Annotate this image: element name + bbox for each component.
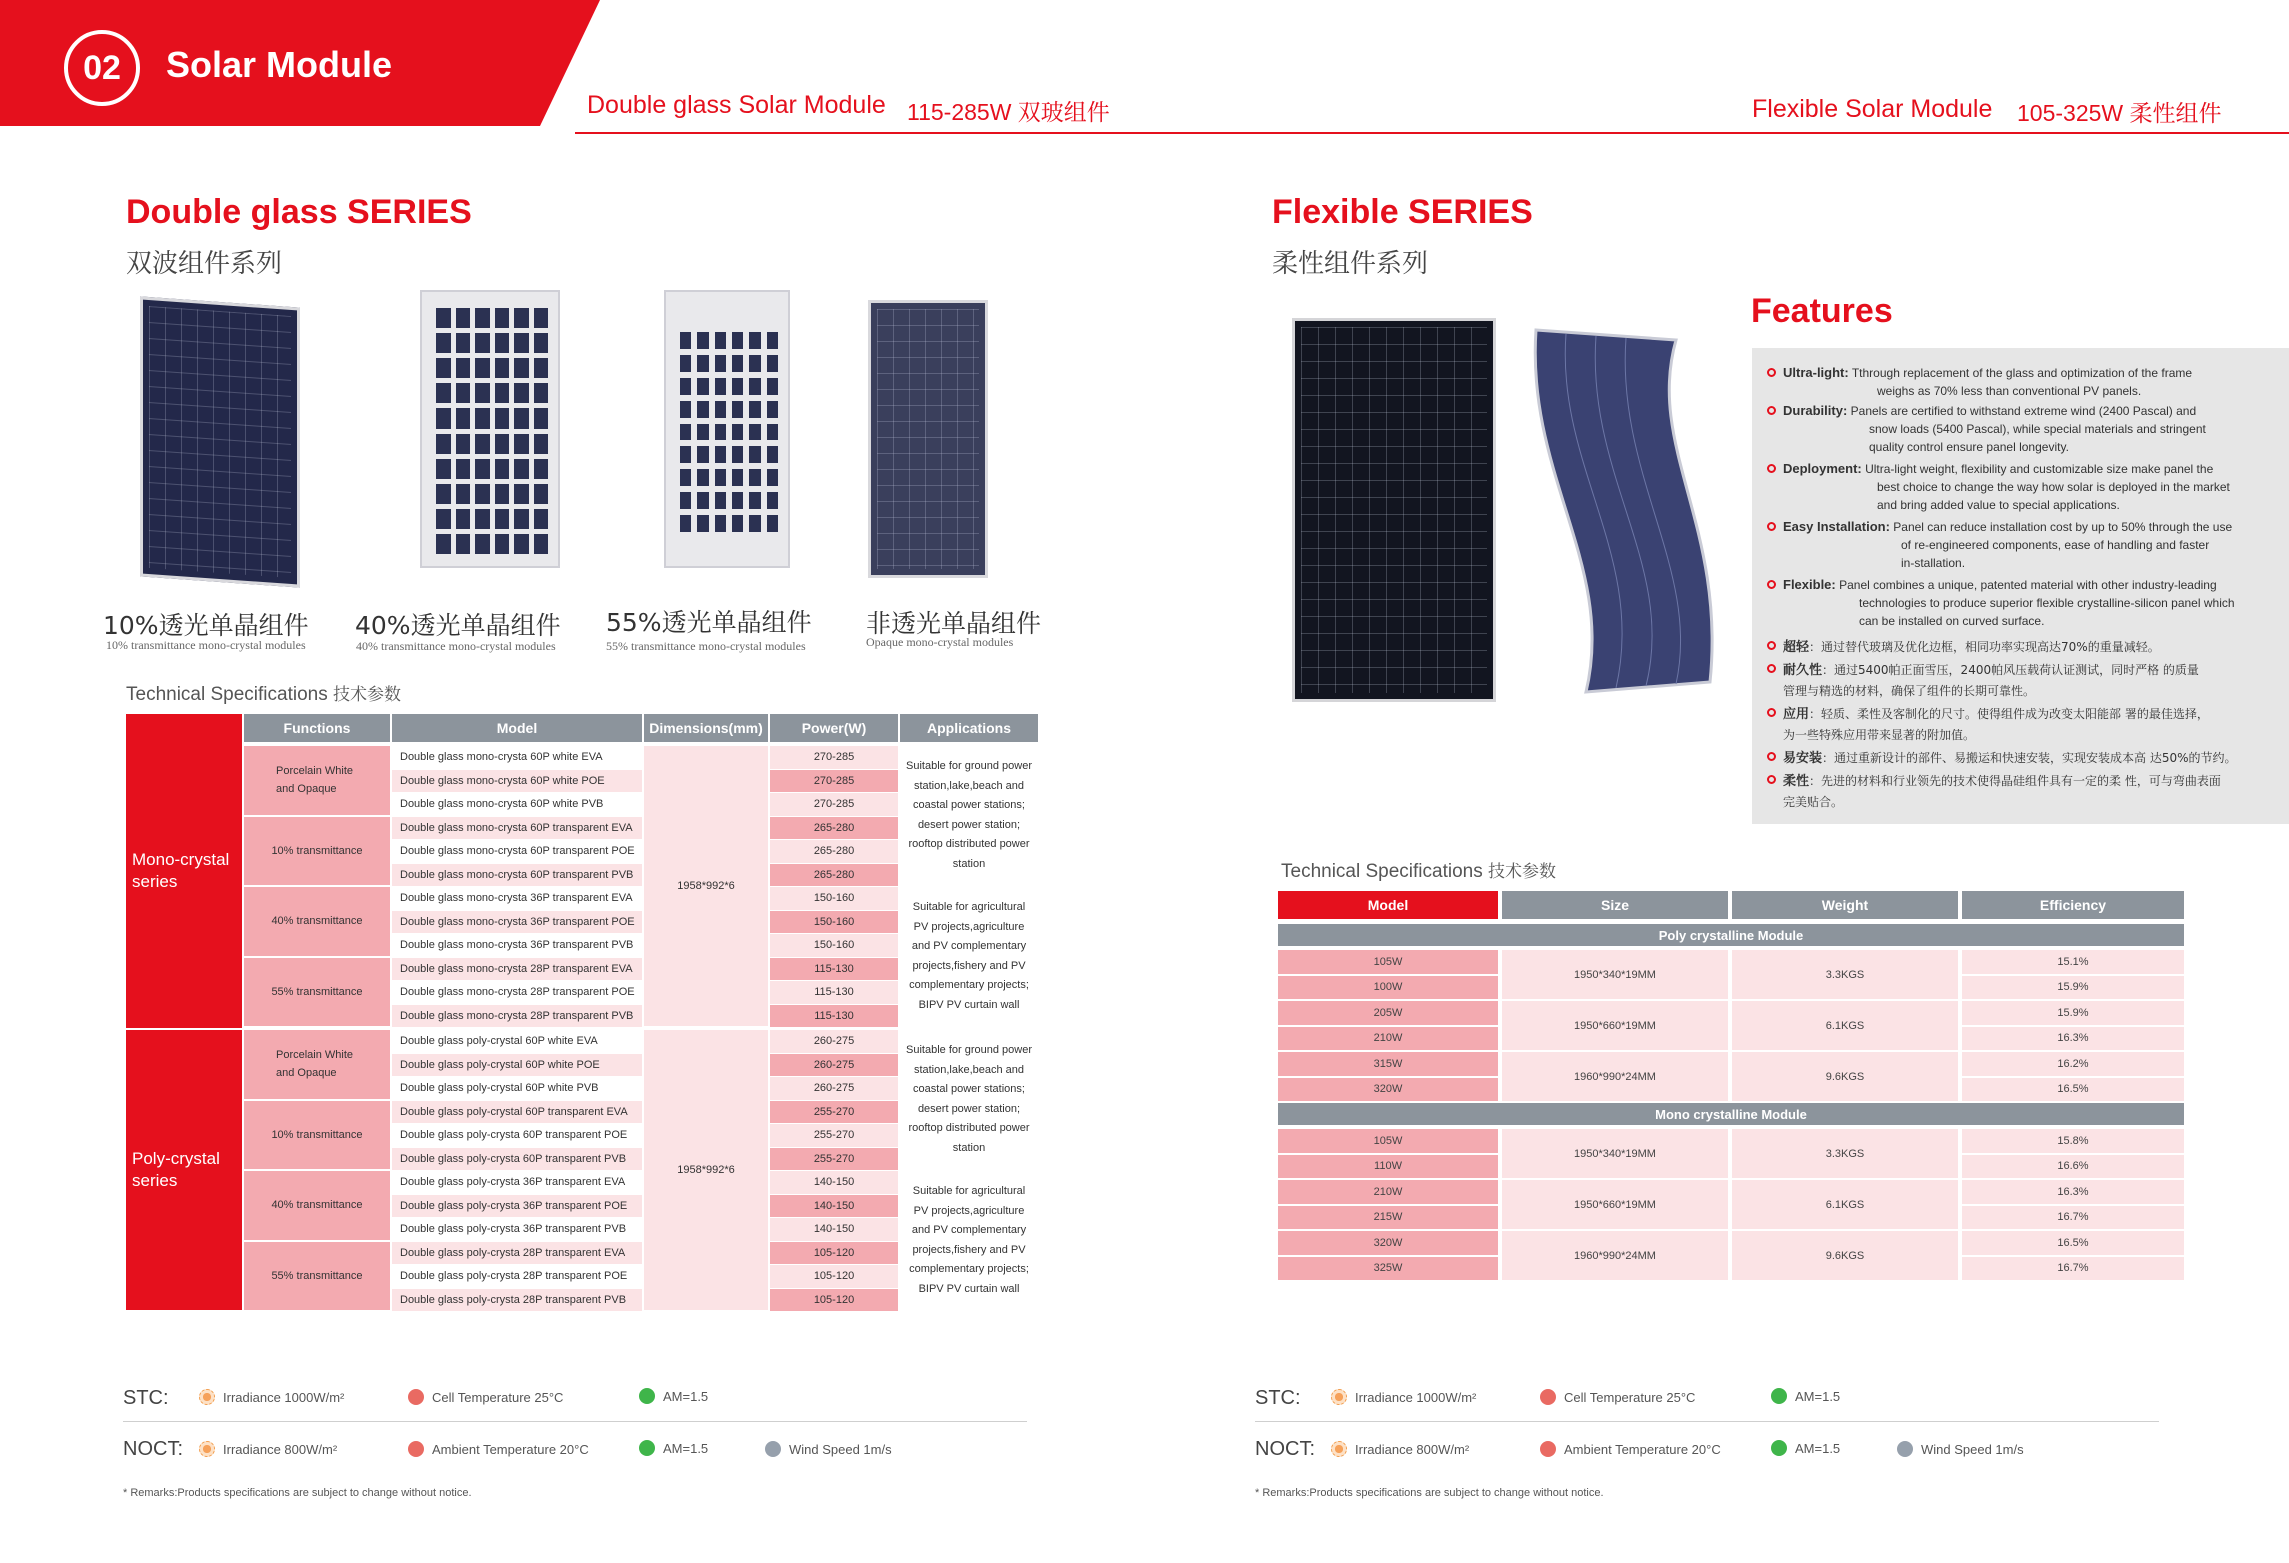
table-cell-power: 105-120 xyxy=(770,1289,898,1312)
thermometer-icon xyxy=(408,1389,424,1405)
mono-crystal-group-label: Mono-crystal series xyxy=(126,714,242,1028)
poly-crystal-group-label: Poly-crystal series xyxy=(126,1030,242,1310)
tech-spec-en: Technical Specifications xyxy=(126,684,328,705)
table-cell-model: Double glass poly-crystal 60P white POE xyxy=(392,1054,642,1077)
double-glass-series-cn: 双波组件系列 xyxy=(126,249,283,279)
table-cell-efficiency: 15.9% xyxy=(1962,976,2184,1000)
table-cell-model: Double glass poly-crysta 28P transparent POE xyxy=(392,1265,642,1288)
tech-spec-cn-right: 技术参数 xyxy=(1488,862,1556,882)
remarks-right: * Remarks:Products specifications are subject to change without notice. xyxy=(1255,1487,1604,1499)
noct-label-right: NOCT: xyxy=(1255,1438,1315,1460)
table-cell-function: 40% transmittance xyxy=(244,1171,390,1240)
feature-item-en: Ultra-light: Tthrough replacement of the glass and optimization of the frame weighs as 70% less than conventional PV panels. xyxy=(1767,364,2287,400)
col-header-functions: Functions xyxy=(244,714,390,742)
remarks-left: * Remarks:Products specifications are subject to change without notice. xyxy=(123,1487,472,1499)
table-cell-model: Double glass poly-crystal 60P transparent EVA xyxy=(392,1101,642,1124)
noct-label-left: NOCT: xyxy=(123,1438,183,1460)
feature-item-en: Durability: Panels are certified to withstand extreme wind (2400 Pascal) and snow loads (5400 Pascal), while special materials and stringent quality control ensure panel longevity. xyxy=(1767,402,2287,456)
table-cell-function: 10% transmittance xyxy=(244,1101,390,1170)
table-cell-efficiency: 16.2% xyxy=(1962,1052,2184,1076)
right-subtitle: Flexible Solar Module xyxy=(1752,95,1993,123)
stc-am-left: AM=1.5 xyxy=(639,1388,708,1404)
flexible-series-cn: 柔性组件系列 xyxy=(1272,249,1429,279)
table-cell-power: 105-120 xyxy=(770,1242,898,1265)
table-cell-model: Double glass mono-crysta 28P transparent PVB xyxy=(392,1005,642,1028)
table-cell-size: 1950*340*19MM xyxy=(1502,1129,1728,1178)
table-cell-model: 315W xyxy=(1278,1052,1498,1076)
table-cell-dimensions: 1958*992*6 xyxy=(644,1030,768,1310)
table-cell-efficiency: 16.7% xyxy=(1962,1257,2184,1281)
panel-image-40pct xyxy=(420,290,560,568)
caption-10pct-en: 10% transmittance mono-crystal modules xyxy=(106,638,306,652)
table-cell-model: 215W xyxy=(1278,1206,1498,1230)
caption-opaque-en: Opaque mono-crystal modules xyxy=(866,635,1014,649)
table-cell-power: 260-275 xyxy=(770,1077,898,1100)
table-cell-size: 1960*990*24MM xyxy=(1502,1052,1728,1101)
table-cell-power: 140-150 xyxy=(770,1218,898,1241)
stc-label-left: STC: xyxy=(123,1387,169,1409)
left-subtitle: Double glass Solar Module xyxy=(587,91,886,119)
table-cell-model: Double glass poly-crysta 28P transparent EVA xyxy=(392,1242,642,1265)
section-number-badge: 02 xyxy=(64,30,140,106)
noct-am-left: AM=1.5 xyxy=(639,1440,708,1456)
panel-image-10pct xyxy=(140,296,300,587)
right-tech-spec-title xyxy=(1281,857,1556,883)
table-cell-efficiency: 15.8% xyxy=(1962,1129,2184,1153)
stc-am-right: AM=1.5 xyxy=(1771,1388,1840,1404)
feature-item-cn: 超轻：通过替代玻璃及优化边框，相同功率实现高达70%的重量减轻。 xyxy=(1767,637,2287,658)
col-header-size: Size xyxy=(1502,891,1728,919)
right-header-rule xyxy=(1145,132,2289,134)
header-title: Solar Module xyxy=(166,44,393,85)
table-cell-function: 55% transmittance xyxy=(244,958,390,1027)
flexible-series-title: Flexible SERIES xyxy=(1272,193,1533,231)
table-cell-model: Double glass mono-crysta 36P transparent PVB xyxy=(392,934,642,957)
table-cell-model: Double glass mono-crysta 36P transparent EVA xyxy=(392,887,642,910)
cloud-icon xyxy=(639,1440,655,1456)
table-cell-size: 1950*660*19MM xyxy=(1502,1001,1728,1050)
table-cell-model: 320W xyxy=(1278,1231,1498,1255)
table-cell-applications: Suitable for ground power station,lake,beach and coastal power stations; desert power station; rooftop distributed power station xyxy=(900,1030,1038,1169)
table-cell-model: 210W xyxy=(1278,1180,1498,1204)
table-cell-efficiency: 16.7% xyxy=(1962,1206,2184,1230)
panel-image-opaque xyxy=(868,300,988,578)
table-cell-weight: 3.3KGS xyxy=(1732,950,1958,999)
noct-wind-right: Wind Speed 1m/s xyxy=(1897,1441,2024,1457)
table-cell-model: Double glass poly-crysta 60P transparent PVB xyxy=(392,1148,642,1171)
table-cell-model: Double glass poly-crysta 60P transparent POE xyxy=(392,1124,642,1147)
noct-temp-left: Ambient Temperature 20°C xyxy=(408,1441,589,1457)
col-header-dimensions: Dimensions(mm) xyxy=(644,714,768,742)
thermometer-icon xyxy=(408,1441,424,1457)
table-cell-model: Double glass poly-crysta 36P transparent POE xyxy=(392,1195,642,1218)
table-cell-model: 325W xyxy=(1278,1257,1498,1281)
table-cell-model: 105W xyxy=(1278,950,1498,974)
col-header-power: Power(W) xyxy=(770,714,898,742)
table-cell-model: 110W xyxy=(1278,1155,1498,1179)
bullet-icon xyxy=(1767,664,1776,673)
noct-temp-right: Ambient Temperature 20°C xyxy=(1540,1441,1721,1457)
stc-temp-right: Cell Temperature 25°C xyxy=(1540,1389,1695,1405)
table-cell-model: Double glass mono-crysta 28P transparent POE xyxy=(392,981,642,1004)
table-cell-function: 10% transmittance xyxy=(244,817,390,886)
table-cell-power: 255-270 xyxy=(770,1124,898,1147)
table-cell-model: Double glass poly-crysta 28P transparent PVB xyxy=(392,1289,642,1312)
table-cell-power: 115-130 xyxy=(770,958,898,981)
left-power-range: 115-285W 双玻组件 xyxy=(907,99,1110,125)
table-cell-power: 115-130 xyxy=(770,981,898,1004)
table-cell-power: 260-275 xyxy=(770,1054,898,1077)
feature-item-en: Easy Installation: Panel can reduce installation cost by up to 50% through the use of re-engineered components, ease of handling and faster in-stallation. xyxy=(1767,518,2287,572)
bullet-icon xyxy=(1767,406,1776,415)
col-header-model-right: Model xyxy=(1278,891,1498,919)
stc-divider-left xyxy=(123,1421,1027,1422)
table-cell-weight: 9.6KGS xyxy=(1732,1231,1958,1280)
left-tech-spec-title xyxy=(126,680,401,706)
table-cell-model: Double glass mono-crysta 36P transparent POE xyxy=(392,911,642,934)
table-cell-dimensions: 1958*992*6 xyxy=(644,746,768,1026)
left-header-rule xyxy=(575,132,1145,134)
stc-divider-right xyxy=(1255,1421,2159,1422)
section-header: Poly crystalline Module xyxy=(1278,924,2184,946)
thermometer-icon xyxy=(1540,1389,1556,1405)
bullet-icon xyxy=(1767,522,1776,531)
table-cell-power: 150-160 xyxy=(770,934,898,957)
feature-item-cn: 易安装：通过重新设计的部件、易搬运和快速安装，实现安装成本高 达50%的节约。 xyxy=(1767,748,2287,769)
table-cell-efficiency: 16.5% xyxy=(1962,1231,2184,1255)
stc-label-right: STC: xyxy=(1255,1387,1301,1409)
table-cell-power: 150-160 xyxy=(770,887,898,910)
table-cell-power: 260-275 xyxy=(770,1030,898,1053)
feature-item-cn: 耐久性：通过5400帕正面雪压，2400帕风压载荷认证测试，同时严格 的质量 管理与精选的材料，确保了组件的长期可靠性。 xyxy=(1767,660,2287,702)
caption-opaque-cn: 非透光单晶组件 xyxy=(866,609,1042,638)
table-cell-power: 265-280 xyxy=(770,864,898,887)
table-cell-model: Double glass mono-crysta 60P transparent POE xyxy=(392,840,642,863)
feature-item-cn: 柔性：先进的材料和行业领先的技术使得晶硅组件具有一定的柔 性，可与弯曲表面 完美贴合。 xyxy=(1767,771,2287,813)
stc-irradiance-left: Irradiance 1000W/m² xyxy=(199,1389,344,1405)
table-cell-efficiency: 16.5% xyxy=(1962,1078,2184,1102)
feature-item-cn: 应用：轻质、柔性及客制化的尺寸。使得组件成为改变太阳能部 署的最佳选择， 为一些特殊应用带来显著的附加值。 xyxy=(1767,704,2287,746)
cloud-icon xyxy=(639,1388,655,1404)
col-header-efficiency: Efficiency xyxy=(1962,891,2184,919)
sun-icon xyxy=(1331,1389,1347,1405)
table-cell-power: 255-270 xyxy=(770,1101,898,1124)
wind-icon xyxy=(765,1441,781,1457)
table-cell-model: 320W xyxy=(1278,1078,1498,1102)
cloud-icon xyxy=(1771,1440,1787,1456)
table-cell-size: 1960*990*24MM xyxy=(1502,1231,1728,1280)
stc-irradiance-right: Irradiance 1000W/m² xyxy=(1331,1389,1476,1405)
table-cell-model: 210W xyxy=(1278,1027,1498,1051)
bullet-icon xyxy=(1767,368,1776,377)
tech-spec-en-right: Technical Specifications xyxy=(1281,861,1483,882)
caption-10pct-cn: 10%透光单晶组件 xyxy=(103,611,309,640)
table-cell-function: 55% transmittance xyxy=(244,1242,390,1311)
table-cell-power: 140-150 xyxy=(770,1171,898,1194)
table-cell-weight: 9.6KGS xyxy=(1732,1052,1958,1101)
table-cell-size: 1950*660*19MM xyxy=(1502,1180,1728,1229)
panel-image-55pct xyxy=(664,290,790,568)
sun-icon xyxy=(199,1389,215,1405)
table-cell-model: 105W xyxy=(1278,1129,1498,1153)
double-glass-series-title: Double glass SERIES xyxy=(126,193,472,231)
wind-icon xyxy=(1897,1441,1913,1457)
noct-irradiance-left: Irradiance 800W/m² xyxy=(199,1441,337,1457)
section-header: Mono crystalline Module xyxy=(1278,1103,2184,1125)
table-cell-model: Double glass mono-crysta 60P white EVA xyxy=(392,746,642,769)
table-cell-efficiency: 16.3% xyxy=(1962,1027,2184,1051)
noct-wind-left: Wind Speed 1m/s xyxy=(765,1441,892,1457)
table-cell-power: 270-285 xyxy=(770,770,898,793)
table-cell-function: Porcelain White and Opaque xyxy=(244,746,390,815)
bullet-icon xyxy=(1767,752,1776,761)
table-cell-model: 205W xyxy=(1278,1001,1498,1025)
bullet-icon xyxy=(1767,580,1776,589)
table-cell-model: Double glass poly-crystal 60P white EVA xyxy=(392,1030,642,1053)
table-cell-power: 115-130 xyxy=(770,1005,898,1028)
caption-55pct-en: 55% transmittance mono-crystal modules xyxy=(606,639,806,653)
table-cell-size: 1950*340*19MM xyxy=(1502,950,1728,999)
table-cell-power: 140-150 xyxy=(770,1195,898,1218)
table-cell-power: 265-280 xyxy=(770,840,898,863)
table-cell-applications: Suitable for ground power station,lake,beach and coastal power stations; desert power station; rooftop distributed power station xyxy=(900,746,1038,885)
sun-icon xyxy=(199,1441,215,1457)
table-cell-model: Double glass mono-crysta 60P white POE xyxy=(392,770,642,793)
right-power-range: 105-325W 柔性组件 xyxy=(2017,100,2222,126)
table-cell-weight: 3.3KGS xyxy=(1732,1129,1958,1178)
tech-spec-cn: 技术参数 xyxy=(333,685,401,705)
caption-40pct-en: 40% transmittance mono-crystal modules xyxy=(356,639,556,653)
table-cell-model: Double glass mono-crysta 60P transparent PVB xyxy=(392,864,642,887)
caption-55pct-cn: 55%透光单晶组件 xyxy=(606,608,812,637)
table-cell-model: Double glass mono-crysta 60P white PVB xyxy=(392,793,642,816)
flexible-panel-flat-image xyxy=(1292,318,1496,702)
noct-irradiance-right: Irradiance 800W/m² xyxy=(1331,1441,1469,1457)
table-cell-applications: Suitable for agricultural PV projects,agriculture and PV complementary projects,fishery and PV complementary projects; BIPV PV curtain wall xyxy=(900,1171,1038,1310)
flexible-panel-curved-image xyxy=(1526,326,1716,696)
table-cell-efficiency: 16.6% xyxy=(1962,1155,2184,1179)
table-cell-model: 100W xyxy=(1278,976,1498,1000)
caption-40pct-cn: 40%透光单晶组件 xyxy=(355,611,561,640)
bullet-icon xyxy=(1767,708,1776,717)
table-cell-function: Porcelain White and Opaque xyxy=(244,1030,390,1099)
table-cell-efficiency: 16.3% xyxy=(1962,1180,2184,1204)
table-cell-model: Double glass poly-crysta 36P transparent EVA xyxy=(392,1171,642,1194)
feature-item-en: Deployment: Ultra-light weight, flexibility and customizable size make panel the best choice to change the way how solar is deployed in the market and bring added value to special applications. xyxy=(1767,460,2287,514)
left-table xyxy=(126,714,242,1310)
table-cell-model: Double glass poly-crystal 60P white PVB xyxy=(392,1077,642,1100)
table-cell-power: 150-160 xyxy=(770,911,898,934)
col-header-weight: Weight xyxy=(1732,891,1958,919)
col-header-applications: Applications xyxy=(900,714,1038,742)
features-title: Features xyxy=(1751,292,1893,330)
table-cell-power: 105-120 xyxy=(770,1265,898,1288)
table-cell-weight: 6.1KGS xyxy=(1732,1001,1958,1050)
table-cell-model: Double glass mono-crysta 60P transparent EVA xyxy=(392,817,642,840)
table-cell-power: 270-285 xyxy=(770,746,898,769)
bullet-icon xyxy=(1767,464,1776,473)
table-cell-power: 265-280 xyxy=(770,817,898,840)
table-cell-function: 40% transmittance xyxy=(244,887,390,956)
bullet-icon xyxy=(1767,641,1776,650)
feature-item-en: Flexible: Panel combines a unique, patented material with other industry-leading technologies to produce superior flexible crystalline-silicon panel which can be installed on curved surface. xyxy=(1767,576,2287,630)
col-header-model: Model xyxy=(392,714,642,742)
table-cell-model: Double glass poly-crysta 36P transparent PVB xyxy=(392,1218,642,1241)
thermometer-icon xyxy=(1540,1441,1556,1457)
table-cell-model: Double glass mono-crysta 28P transparent EVA xyxy=(392,958,642,981)
table-cell-weight: 6.1KGS xyxy=(1732,1180,1958,1229)
table-cell-efficiency: 15.1% xyxy=(1962,950,2184,974)
bullet-icon xyxy=(1767,775,1776,784)
table-cell-power: 255-270 xyxy=(770,1148,898,1171)
table-cell-applications: Suitable for agricultural PV projects,agriculture and PV complementary projects,fishery and PV complementary projects; BIPV PV curtain wall xyxy=(900,887,1038,1026)
noct-am-right: AM=1.5 xyxy=(1771,1440,1840,1456)
table-cell-efficiency: 15.9% xyxy=(1962,1001,2184,1025)
stc-temp-left: Cell Temperature 25°C xyxy=(408,1389,563,1405)
table-cell-power: 270-285 xyxy=(770,793,898,816)
cloud-icon xyxy=(1771,1388,1787,1404)
sun-icon xyxy=(1331,1441,1347,1457)
